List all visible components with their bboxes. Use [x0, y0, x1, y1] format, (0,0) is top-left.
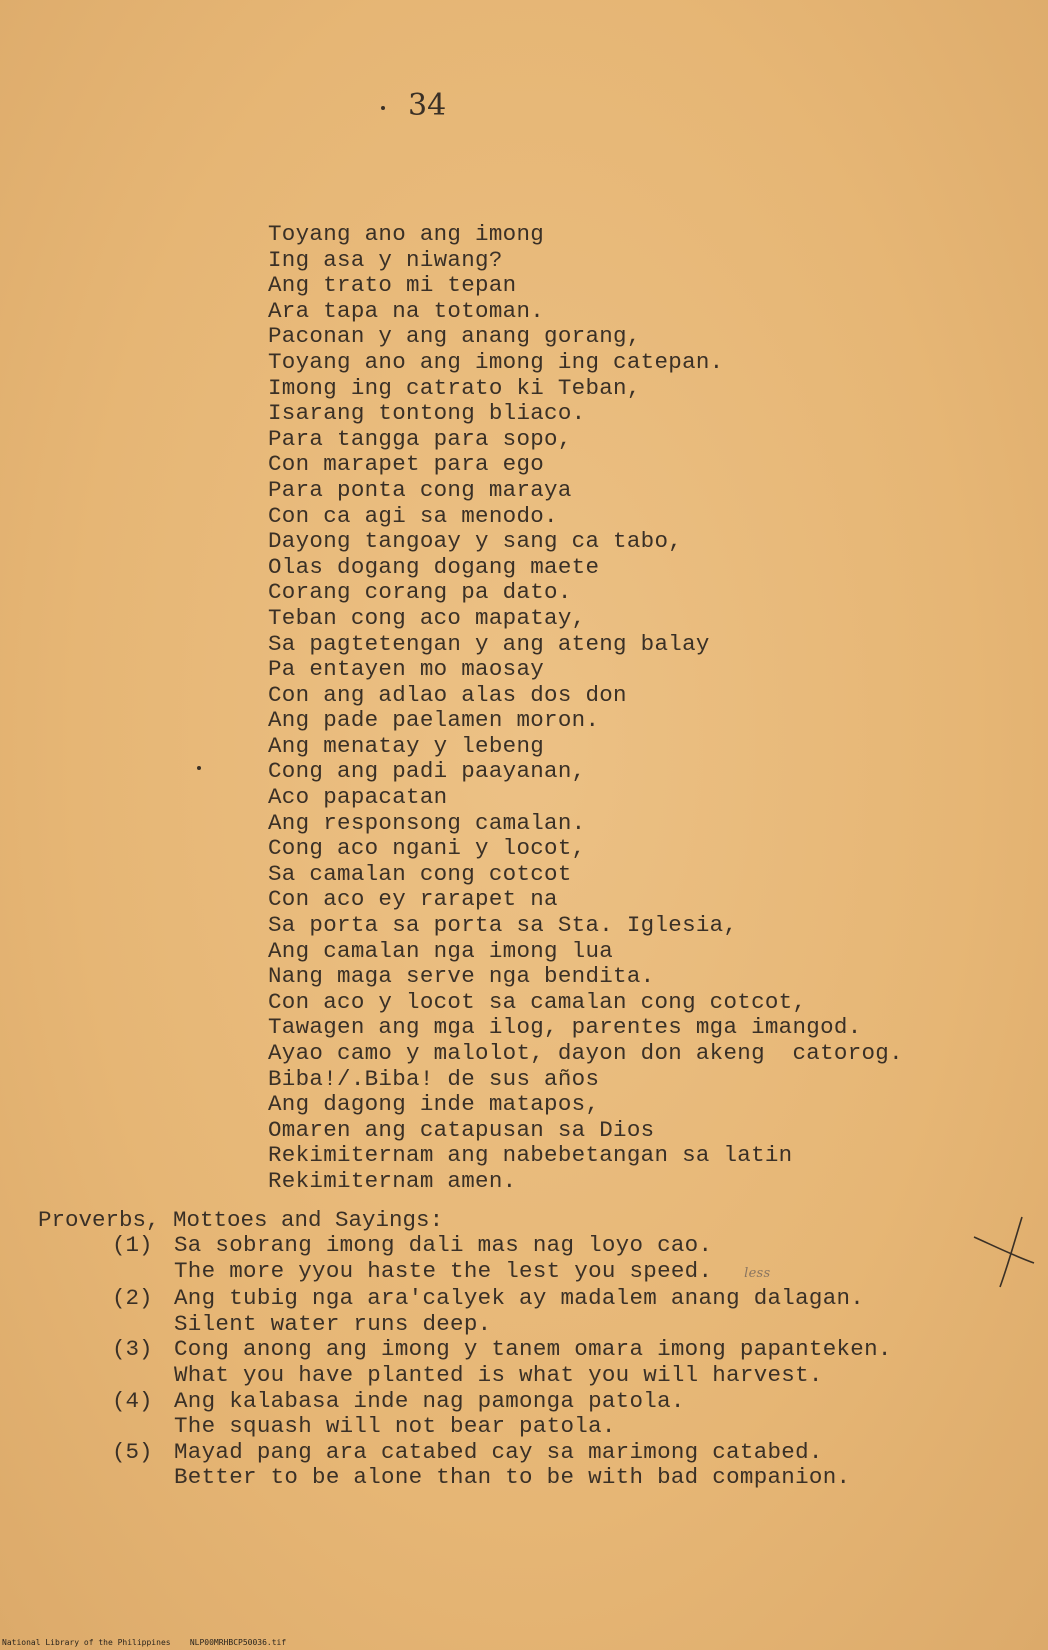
poem-line: Ing asa y niwang? [268, 246, 503, 273]
poem-line: Omaren ang catapusan sa Dios [268, 1116, 655, 1143]
proverb-item [112, 1337, 892, 1388]
poem-line: Cong ang padi paayanan, [268, 758, 586, 785]
poem-line: Tawagen ang mga ilog, parentes mga imangod. [268, 1014, 862, 1041]
poem [268, 222, 903, 1195]
poem-line: Ang dagong inde matapos, [268, 1091, 600, 1118]
handwritten-x-mark [972, 1215, 1042, 1305]
page-number: 34 [408, 88, 447, 123]
poem-line: Nang maga serve nga bendita. [268, 963, 655, 990]
poem-line: Con ang adlao alas dos don [268, 681, 627, 708]
poem-line: Biba!/.Biba! de sus años [268, 1065, 600, 1092]
proverb-number: (1) [112, 1232, 153, 1258]
poem-line: Ang camalan nga imong lua [268, 937, 614, 964]
poem-line: Ang responsong camalan. [268, 809, 586, 836]
poem-line: Ayao camo y malolot, dayon don akeng catorog. [268, 1040, 903, 1066]
poem-line: Sa camalan cong cotcot [268, 860, 572, 887]
poem-line: Pa entayen mo maosay [268, 656, 545, 683]
proverb-original: Ang kalabasa inde nag pamonga patola. [174, 1387, 685, 1414]
proverb-translation: Better to be alone than to be with bad companion. [174, 1464, 851, 1491]
proverb-original: Mayad pang ara catabed cay sa marimong catabed. [174, 1438, 823, 1465]
proverb-item [112, 1389, 892, 1440]
poem-line: Rekimiternam ang nabebetangan sa latin [268, 1142, 793, 1169]
poem-line: Ang pade paelamen moron. [268, 707, 600, 734]
poem-line: Ang trato mi tepan [268, 272, 517, 299]
section-heading: Proverbs, Mottoes and Sayings: [38, 1207, 444, 1233]
poem-line: Cong aco ngani y locot, [268, 835, 586, 862]
poem-line: Toyang ano ang imong [268, 221, 545, 247]
poem-line: Toyang ano ang imong ing catepan. [268, 348, 724, 375]
archive-footer: National Library of the Philippines NLP00MRHBCP50036.tif [2, 1638, 287, 1647]
proverbs-list [112, 1233, 892, 1491]
proverb-number: (2) [112, 1285, 153, 1312]
poem-line: Ara tapa na totoman. [268, 297, 545, 324]
proverb-number: (4) [112, 1387, 153, 1414]
poem-line: Aco papacatan [268, 784, 448, 811]
proverb-original: Ang tubig nga ara'calyek ay madalem anang dalagan. [174, 1285, 865, 1312]
poem-line: Imong ing catrato ki Teban, [268, 374, 641, 401]
poem-line: Sa pagtetengan y ang ateng balay [268, 630, 710, 657]
handwritten-annotation: less [744, 1265, 771, 1281]
proverb-original: Cong anong ang imong y tanem omara imong papanteken. [174, 1336, 892, 1363]
poem-line: Paconan y ang anang gorang, [268, 323, 641, 350]
proverb-item [112, 1286, 892, 1337]
poem-line: Para ponta cong maraya [268, 476, 572, 503]
proverb-translation: Silent water runs deep. [174, 1310, 492, 1337]
poem-line: Con marapet para ego [268, 451, 545, 478]
proverb-translation: The more yyou haste the lest you speed. less [174, 1257, 771, 1284]
stray-mark [381, 106, 385, 110]
poem-line: Ang menatay y lebeng [268, 732, 545, 759]
poem-line: Olas dogang dogang maete [268, 553, 600, 580]
poem-line: Teban cong aco mapatay, [268, 604, 586, 631]
poem-line: Rekimiternam amen. [268, 1167, 517, 1194]
proverb-number: (5) [112, 1438, 153, 1465]
proverb-translation: The squash will not bear patola. [174, 1413, 616, 1440]
poem-line: Para tangga para sopo, [268, 425, 572, 452]
proverb-item [112, 1233, 892, 1286]
stray-mark [197, 766, 201, 770]
poem-line: Sa porta sa porta sa Sta. Iglesia, [268, 912, 738, 939]
poem-line: Isarang tontong bliaco. [268, 400, 586, 427]
proverb-number: (3) [112, 1336, 153, 1363]
poem-line: Con aco y locot sa camalan cong cotcot, [268, 988, 807, 1015]
poem-line: Con aco ey rarapet na [268, 886, 558, 913]
poem-line: Con ca agi sa menodo. [268, 502, 558, 529]
proverb-original: Sa sobrang imong dali mas nag loyo cao. [174, 1232, 713, 1258]
poem-line: Corang corang pa dato. [268, 579, 572, 606]
poem-line: Dayong tangoay y sang ca tabo, [268, 528, 683, 555]
proverb-translation: What you have planted is what you will harvest. [174, 1361, 823, 1388]
proverb-item [112, 1440, 892, 1491]
